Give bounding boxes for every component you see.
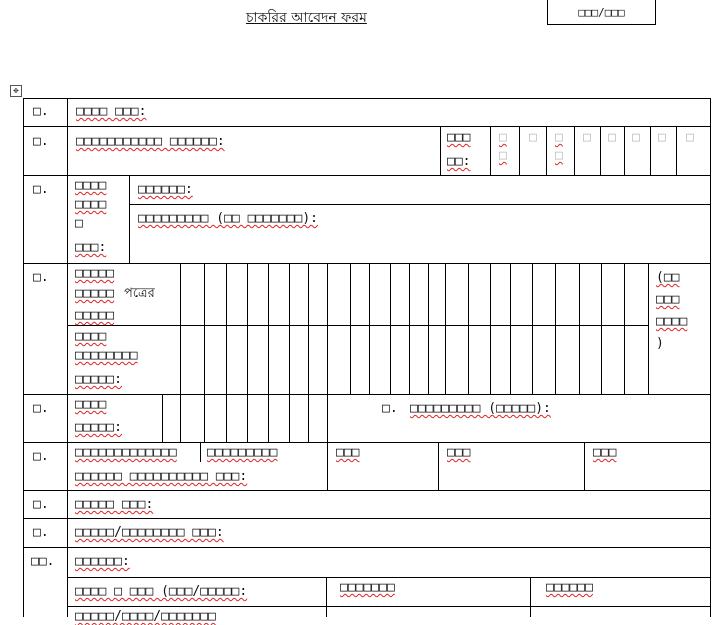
- row-3-label: □□□□: [75, 197, 107, 212]
- row-3-field-2[interactable]: □□□□□□□□□ (□□ □□□□□□□):: [138, 211, 319, 226]
- row-6-column-2[interactable]: □□□: [447, 445, 471, 460]
- row-6-label: □□□□□□□□□: [207, 445, 278, 460]
- row-2-label: □□□□□□□□□□□ □□□□□□:: [76, 134, 225, 149]
- row-6-label: □□□□□□ □□□□□□□□□□ □□□:: [75, 469, 248, 484]
- digit-cell[interactable]: □: [658, 130, 666, 145]
- row-3-number: □.: [33, 182, 49, 197]
- digit-cell[interactable]: □: [632, 130, 640, 145]
- row-1-label: □□□□ □□□:: [76, 104, 147, 119]
- digit-cell[interactable]: □: [608, 130, 616, 145]
- row-3-field-1[interactable]: □□□□□□:: [138, 182, 193, 197]
- row-7-number: □.: [33, 497, 49, 512]
- row-4-label: □□□□□: [75, 266, 115, 281]
- row-1-number: □.: [33, 104, 49, 119]
- row-6-label: □□□□□□□□□□□□□: [75, 445, 177, 460]
- row-5-label: □□□□□:: [75, 420, 122, 435]
- row-2-number: □.: [33, 134, 49, 149]
- row-8-label: □□□□□/□□□□□□□□ □□□:: [75, 525, 224, 540]
- row-2-sublabel-2: □□:: [447, 154, 471, 169]
- row-4-label: □□□□□:: [75, 372, 122, 387]
- row-3-label: □: [75, 216, 83, 231]
- row-5-label: □□□□: [75, 397, 107, 412]
- form-id-box: □□□/□□□: [547, 0, 656, 25]
- row-7-label: □□□□□ □□□:: [75, 497, 154, 512]
- digit-cell[interactable]: □: [499, 130, 507, 145]
- row-6-column-3[interactable]: □□□: [593, 445, 617, 460]
- row-6-number: □.: [33, 449, 49, 464]
- row-9-number: □□.: [31, 554, 55, 569]
- row-4-note: □□□□: [656, 314, 688, 329]
- form-title: চাকরির আবেদন ফরম: [246, 10, 367, 26]
- row-4-label: □□□□: [75, 329, 107, 344]
- row-4-note: ): [656, 336, 664, 351]
- digit-cell[interactable]: □: [686, 130, 694, 145]
- row-6-column-1[interactable]: □□□: [336, 445, 360, 460]
- row-4-label: □□□□□: [75, 308, 115, 323]
- row-3-label: □□□□: [75, 178, 107, 193]
- row-5-sub-label: □□□□□□□□□ (□□□□□):: [410, 401, 551, 416]
- row-4-label: □□□□□: [75, 286, 115, 301]
- row-4-label: পত্রের: [124, 286, 155, 301]
- row-9-sub-1: □□□□ □ □□□ (□□□/□□□□□:: [75, 584, 248, 599]
- row-9-label: □□□□□□:: [75, 554, 130, 569]
- digit-cell[interactable]: □: [555, 130, 563, 145]
- row-4-label: □□□□□□□□: [75, 348, 138, 363]
- digit-cell[interactable]: □: [583, 130, 591, 145]
- row-9-sub-2[interactable]: □□□□□□□: [340, 580, 395, 595]
- digit-cell[interactable]: □: [555, 148, 563, 163]
- row-5-sub-number: □.: [382, 401, 398, 416]
- move-anchor-icon[interactable]: ✥: [10, 85, 22, 97]
- digit-cell[interactable]: □: [499, 148, 507, 163]
- row-8-number: □.: [33, 525, 49, 540]
- row-4-note: □□□: [656, 292, 680, 307]
- digit-cell[interactable]: □: [529, 130, 537, 145]
- row-9-sub-4: □□□□□/□□□□/□□□□□□□: [75, 609, 216, 624]
- row-4-number: □.: [33, 270, 49, 285]
- row-2-sublabel-1: □□□: [447, 130, 471, 145]
- row-5-number: □.: [33, 401, 49, 416]
- row-9-sub-3[interactable]: □□□□□□: [546, 580, 593, 595]
- row-3-label: □□□:: [75, 240, 107, 255]
- row-4-note: (□□: [656, 270, 680, 285]
